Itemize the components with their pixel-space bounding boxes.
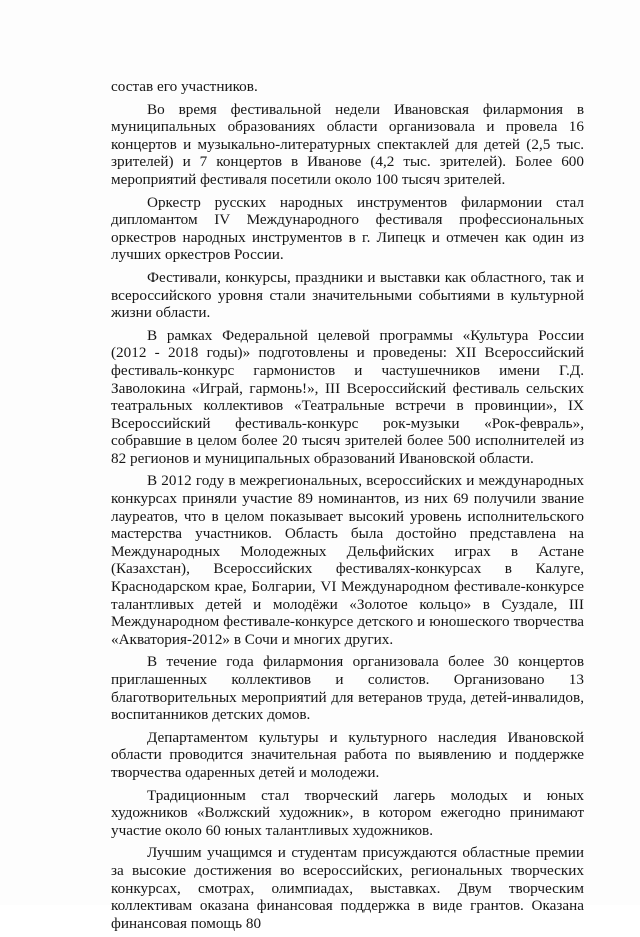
paragraph-continuation: состав его участников. (111, 78, 258, 95)
paragraph-gifted-children: Департаментом культуры и культурного наследия Ивановской области проводится значительная работа по выявлению и поддержке творчества одаренных детей и молодежи. (111, 728, 584, 781)
paragraph-festival-week: Во время фестивальной недели Ивановская филармония в муниципальных образованиях области организовала и провела 16 концертов и музыкально-литературных спектаклей для детей (2,5 тыс. зрителей) и 7 концертов в Иванове (4,2 тыс. зрителей). Более 600 мероприятий фестиваля посетили около 100 тысяч зрителей. (111, 100, 584, 188)
paragraph-festivals-events: Фестивали, конкурсы, праздники и выставки как областного, так и всероссийского уровня стали значительными событиями в культурной жизни области. (111, 268, 584, 322)
paragraph-orchestra: Оркестр русских народных инструментов филармонии стал дипломантом IV Международного фестиваля профессиональных оркестров народных инструментов в г. Липецк и отмечен как один из лучших оркестров России. (111, 193, 584, 264)
paragraph-art-camp: Традиционным стал творческий лагерь молодых и юных художников «Волжский художник», в котором ежегодно принимают участие около 60 юных талантливых художников. (111, 786, 584, 839)
paragraph-competitions-2012: В 2012 году в межрегиональных, всероссийских и международных конкурсах приняли участие 89 номинантов, из них 69 получили звание лауреатов, что в целом показывает высокий уровень исполнительского мастерства участников. Область была достойно представлена на Международных Молодежных Дельфийских играх в Астане (Казахстан), Всероссийских фестивалях-конкурсах в Калуге, Краснодарском крае, Болгарии, VI Международном фестивале-конкурсе талантливых детей и молодёжи «Золотое кольцо» в Суздале, III Международном фестивале-конкурсе детского и юношеского творчества «Акватория-2012» в Сочи и многих других. (111, 472, 584, 648)
paragraph-federal-program: В рамках Федеральной целевой программы «Культура России (2012 - 2018 годы)» подготовлены и проведены: XII Всероссийский фестиваль-конкурс гармонистов и частушечников имени Г.Д. Заволокина «Играй, гармонь!», III Всероссийский фестиваль сельских театральных коллективов «Театральные встречи в провинции», IX Всероссийский фестиваль-конкурс рок-музыки «Рок-февраль», собравшие в целом более 20 тысяч зрителей более 500 исполнителей из 82 регионов и муниципальных образований Ивановской области. (111, 326, 584, 467)
document-body (111, 78, 584, 937)
paragraph-philharmonic-concerts: В течение года филармония организовала более 30 концертов приглашенных коллективов и солистов. Организовано 13 благотворительных мероприятий для ветеранов труда, детей-инвалидов, воспитанников детских домов. (111, 653, 584, 724)
paragraph-awards: Лучшим учащимся и студентам присуждаются областные премии за высокие достижения во всероссийских, региональных творческих конкурсах, смотрах, олимпиадах, выставках. Двум творческим коллективам оказана финансовая поддержка в виде грантов. Оказана финансовая помощь 80 (111, 844, 584, 932)
